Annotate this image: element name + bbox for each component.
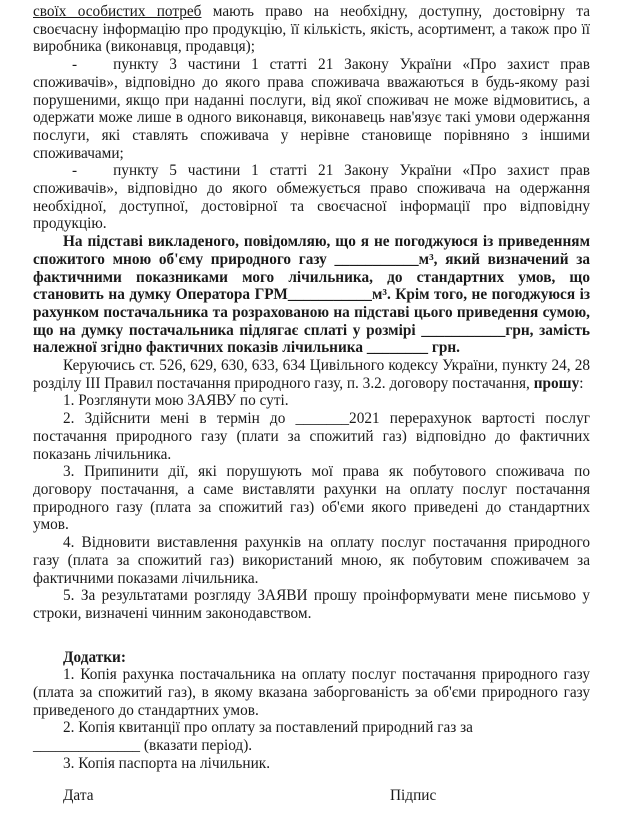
request-text: 1. Розглянути мою ЗАЯВУ по суті.: [63, 392, 289, 410]
statement-text-1: На підставі викладеного, повідомляю, що я не погоджуюся із приведенням спожитого мною об'єму природного газу: [33, 233, 590, 268]
attachments-heading: Додатки:: [63, 648, 126, 666]
attachment-item-3: [33, 755, 590, 773]
blank-volume-grm: ___________: [287, 286, 372, 304]
statement-text-2: м³, який визначений за фактичними показниками мого лічильника, до стандартних умов, що становить на думку Оператора ГРМ: [33, 250, 591, 304]
bullet-dash: -: [72, 162, 78, 180]
underlined-phrase: своїх особистих потреб: [33, 3, 202, 20]
request-item-2: [33, 410, 590, 463]
tab-spacer: [77, 68, 113, 69]
attachment-item-1: [33, 666, 590, 719]
attachment-text: 1. Копія рахунка постачальника на оплату послуг постачання природного газу (плата за спожитий газ), в якому вказана заборгованість за об'єми природного газу приведеного до стандартних умов.: [33, 666, 590, 719]
intro-paragraph: [33, 3, 590, 56]
law-point-text: пункту 5 частини 1 статті 21 Закону України «Про захист прав споживачів», відповідно до якого обмежується право споживача на одержання необхідної, доступної, достовірної та своєчасної інформації про відповідну продукцію.: [33, 162, 590, 233]
statement-text-4: грн, замість належної згідно фактичних показів лічильника: [33, 321, 590, 357]
law-point-text: пункту 3 частини 1 статті 21 Закону України «Про захист прав споживачів», відповідно до якого права споживача вважаються в будь-якому разі порушеними, якщо при наданні послуги, від якої споживач не може відмовитись, а одержати може лише в одного виконавця, виконавець нав'язує такі умови одержання послуги, які ставлять споживача у нерівне становище порівняно з іншими споживачами;: [33, 56, 590, 162]
statement-text-3: м³. Крім того, не погоджуюся із рахунком постачальника та розрахованою на підставі цього приведення сумою, що на думку постачальника підлягає сплаті у розмірі: [33, 286, 591, 339]
attachment-text: 3. Копія паспорта на лічильник.: [63, 754, 271, 772]
request-item-5: [33, 587, 590, 622]
request-text: 5. За результатами розгляду ЗАЯВИ прошу проінформувати мене письмово у строки, визначені чинним законодавством.: [33, 587, 590, 622]
request-word: прошу: [533, 374, 580, 392]
request-text: 4. Відновити виставлення рахунків на оплату послуг постачання природного газу (плата за спожитий газ) використаний мною, як побутовим споживачем за фактичними показами лічильника.: [33, 534, 590, 587]
statement-paragraph: [33, 233, 590, 357]
request-text: 2021 перерахунок вартості послуг постачання природного газу (плати за спожитий газ) відповідно до фактичних показань лічильника.: [33, 410, 590, 463]
request-item-3: [33, 463, 590, 534]
bullet-dash: -: [72, 56, 78, 74]
request-text: 3. Припинити дії, які порушують мої права як побутового споживача по договору постачання, а саме виставляти рахунки на оплату послуг постачання природного газу (плата за спожитий газ) об'єми якого приведені до стандартних умов.: [33, 463, 590, 534]
date-label: Дата: [63, 786, 94, 804]
signature-label: Підпис: [390, 786, 437, 804]
request-text: 2. Здійснити мені в термін до: [63, 410, 296, 428]
legal-basis-text: Керуючись ст. 526, 629, 630, 633, 634 Цивільного кодексу України, пункту 24, 28 розділу ІІІ Правил постачання природного газу, п. 3.2. договору постачання,: [33, 357, 590, 392]
blank-amount-billed: ___________: [421, 321, 506, 339]
blank-amount-actual: ________: [366, 339, 429, 357]
legal-basis-paragraph: [33, 357, 590, 392]
attachment-text: 2. Копія квитанції про оплату за поставлений природний газ за: [63, 719, 473, 737]
request-item-1: [33, 392, 590, 410]
law-point-item-3: [33, 56, 590, 162]
legal-basis-colon: :: [579, 374, 584, 392]
tab-spacer: [77, 174, 113, 175]
blank-payment-period: ______________: [33, 737, 141, 755]
blank-volume-supplier: ___________: [334, 250, 419, 268]
statement-text-5: грн.: [428, 339, 460, 357]
signature-row: [33, 787, 590, 805]
attachment-text: (вказати період).: [140, 737, 253, 755]
law-point-item-5: [33, 162, 590, 233]
blank-deadline-date: _______: [295, 410, 350, 428]
request-item-4: [33, 534, 590, 587]
intro-text: мають право на необхідну, доступну, достовірну та своєчасну інформацію про продукцію, її кількість, якість, асортимент, а також про її виробника (виконавця, продавця);: [33, 3, 590, 56]
attachment-item-2: [33, 719, 590, 754]
